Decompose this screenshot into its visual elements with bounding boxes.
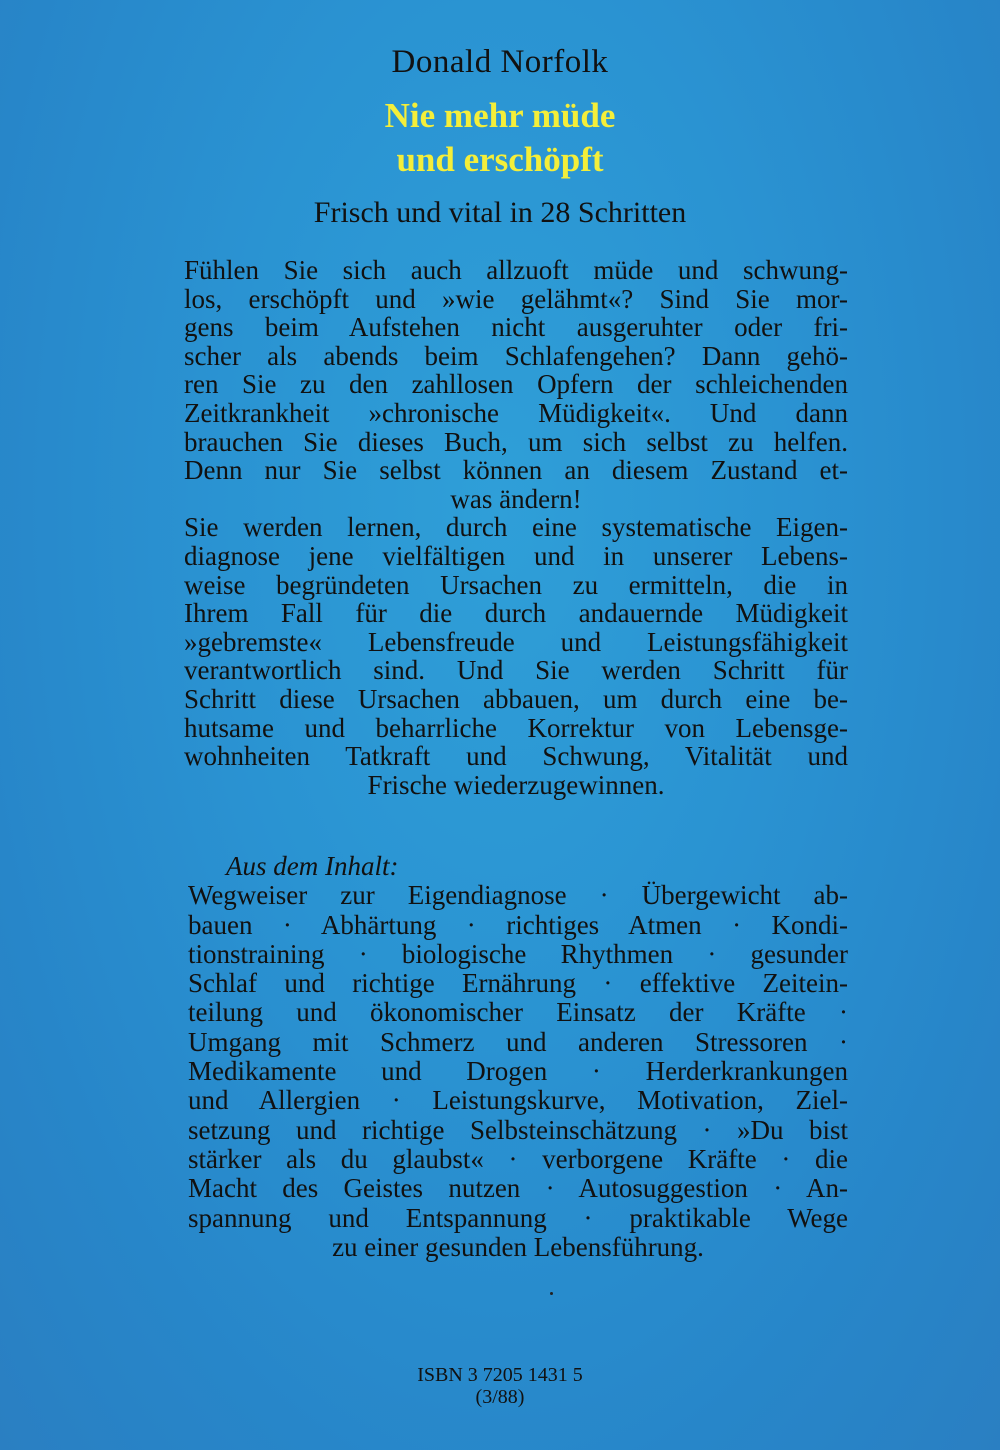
blurb-line: wohnheiten Tatkraft und Schwung, Vitalität und [184,741,848,772]
contents-line: Schlaf und richtige Ernährung · effektive Zeitein- [188,968,848,999]
blurb-line: Ihrem Fall für die durch andauernde Müdigkeit [184,598,848,629]
blurb-line: los, erschöpft und »wie gelähmt«? Sind Sie mor- [184,283,848,314]
contents-line: spannung und Entspannung · praktikable Wege [188,1202,848,1233]
title-line: und erschöpft [396,140,604,179]
blurb-line: brauchen Sie dieses Buch, um sich selbst zu helfen. [184,426,848,457]
blurb-line: verantwortlich sind. Und Sie werden Schritt für [184,655,848,686]
contents-line: Umgang mit Schmerz und anderen Stressoren · [188,1026,848,1057]
blurb-line: »gebremste« Lebensfreude und Leistungsfähigkeit [184,626,848,657]
contents-line: Macht des Geistes nutzen · Autosuggestion · An- [188,1173,848,1204]
book-subtitle: Frisch und vital in 28 Schritten [313,196,687,229]
blurb-line: scher als abends beim Schlafengehen? Dann gehö- [184,340,848,371]
contents-line: stärker als du glaubst« · verborgene Kräfte · die [188,1143,848,1174]
blurb-line: Sie werden lernen, durch eine systematische Eigen- [184,512,848,543]
blurb-line: Schritt diese Ursachen abbauen, um durch eine be- [184,683,848,714]
blurb-line: Zeitkrankheit »chronische Müdigkeit«. Und dann [184,397,848,428]
blurb-line: diagnose jene vielfältigen und in unserer Lebens- [184,540,848,571]
blurb-line: Fühlen Sie sich auch allzuoft müde und schwung- [184,255,848,285]
blurb-line: hutsame und beharrliche Korrektur von Lebensge- [184,712,848,743]
blurb-line: Frische wiederzugewinnen. [367,769,665,800]
contents-line: Medikamente und Drogen · Herderkrankungen [188,1056,848,1087]
blurb-line: gens beim Aufstehen nicht ausgeruhter oder fri- [184,312,848,343]
contents-line: bauen · Abhärtung · richtiges Atmen · Kondi- [188,909,848,940]
contents-line: und Allergien · Leistungskurve, Motivation, Ziel- [188,1085,848,1116]
contents-line: tionstraining · biologische Rhythmen · gesunder [188,938,848,969]
isbn-block [0,1364,1000,1408]
contents-line: setzung und richtige Selbsteinschätzung · »Du bist [188,1114,848,1145]
isbn-number: ISBN 3 7205 1431 5 [417,1364,583,1386]
contents-line: zu einer gesunden Lebensführung. [332,1231,704,1262]
title-line: Nie mehr müde [384,96,616,135]
author-name: Donald Norfolk [391,44,609,80]
book-title [0,94,1000,182]
edition-code: (3/88) [475,1386,525,1408]
contents-line: Wegweiser zur Eigendiagnose · Übergewicht ab- [188,880,848,911]
print-speck [550,1292,553,1295]
blurb-line: Denn nur Sie selbst können an diesem Zustand et- [184,455,848,486]
contents-heading: Aus dem Inhalt: [226,851,399,881]
blurb-line: was ändern! [450,483,582,514]
contents-line: teilung und ökonomischer Einsatz der Kräfte · [188,997,848,1028]
blurb-line: weise begründeten Ursachen zu ermitteln, die in [184,569,848,600]
blurb-line: ren Sie zu den zahllosen Opfern der schleichenden [184,369,848,400]
contents-section [188,852,848,1262]
blurb-text [184,256,848,799]
